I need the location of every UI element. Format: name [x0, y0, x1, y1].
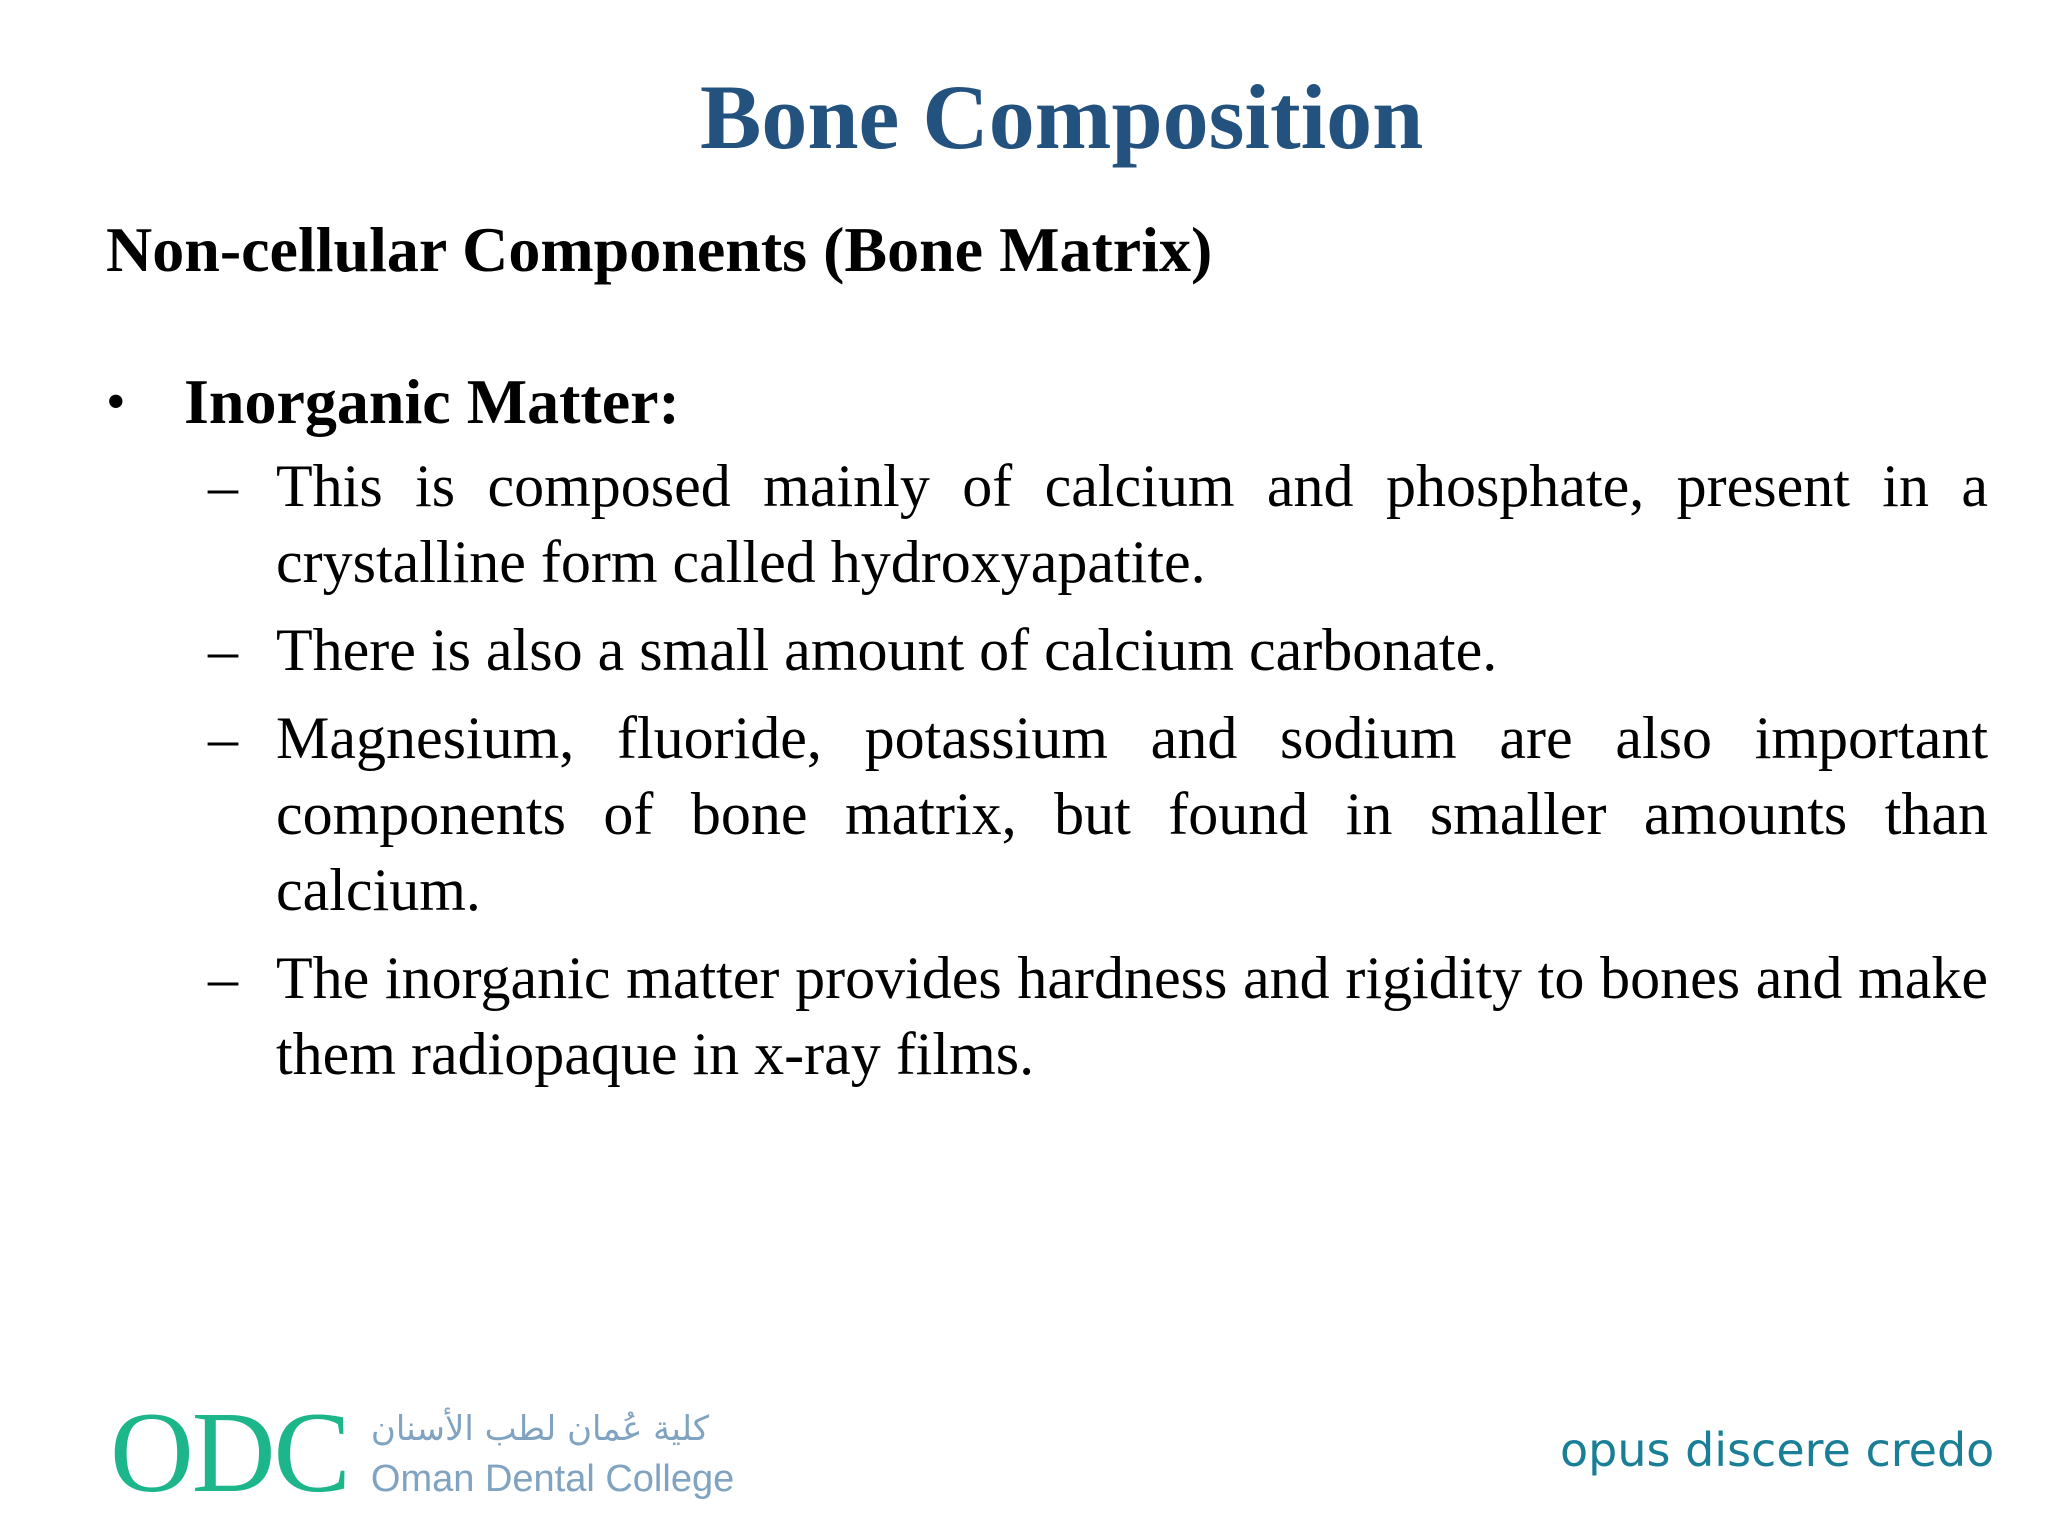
bullet-marker: •: [106, 371, 126, 433]
list-item: [208, 940, 1988, 1092]
bullet-label: Inorganic Matter:: [184, 366, 680, 437]
dash-marker: –: [208, 705, 238, 771]
slide-title: Bone Composition: [700, 66, 1424, 168]
dash-marker: –: [208, 617, 238, 683]
dash-marker: –: [208, 945, 238, 1011]
logo-english-name: Oman Dental College: [370, 1458, 735, 1500]
logo-text: [371, 1403, 734, 1503]
motto: opus discere credo: [1560, 1423, 1995, 1477]
list-item-text: This is composed mainly of calcium and phosphate, present in a crystalline form called hydroxyapatite.: [276, 453, 1988, 595]
slide-subtitle: Non-cellular Components (Bone Matrix): [106, 214, 1213, 285]
list-item-text: There is also a small amount of calcium carbonate.: [276, 617, 1498, 683]
list-item: [208, 700, 1988, 928]
bullet-inorganic-matter: [106, 362, 680, 442]
list-item-text: The inorganic matter provides hardness and rigidity to bones and make them radiopaque in x-ray films.: [276, 945, 1988, 1087]
dash-marker: –: [208, 453, 238, 519]
list-item: [208, 448, 1988, 600]
logo-arabic-name: كلية عُمان لطب الأسنان: [370, 1409, 710, 1449]
logo-mark: ODC: [110, 1389, 349, 1517]
sub-bullet-list: [208, 448, 1988, 1104]
list-item: [208, 612, 1988, 688]
list-item-text: Magnesium, fluoride, potassium and sodium are also important components of bone matrix, but found in smaller amounts than calcium.: [276, 705, 1988, 923]
college-logo: [110, 1388, 734, 1518]
